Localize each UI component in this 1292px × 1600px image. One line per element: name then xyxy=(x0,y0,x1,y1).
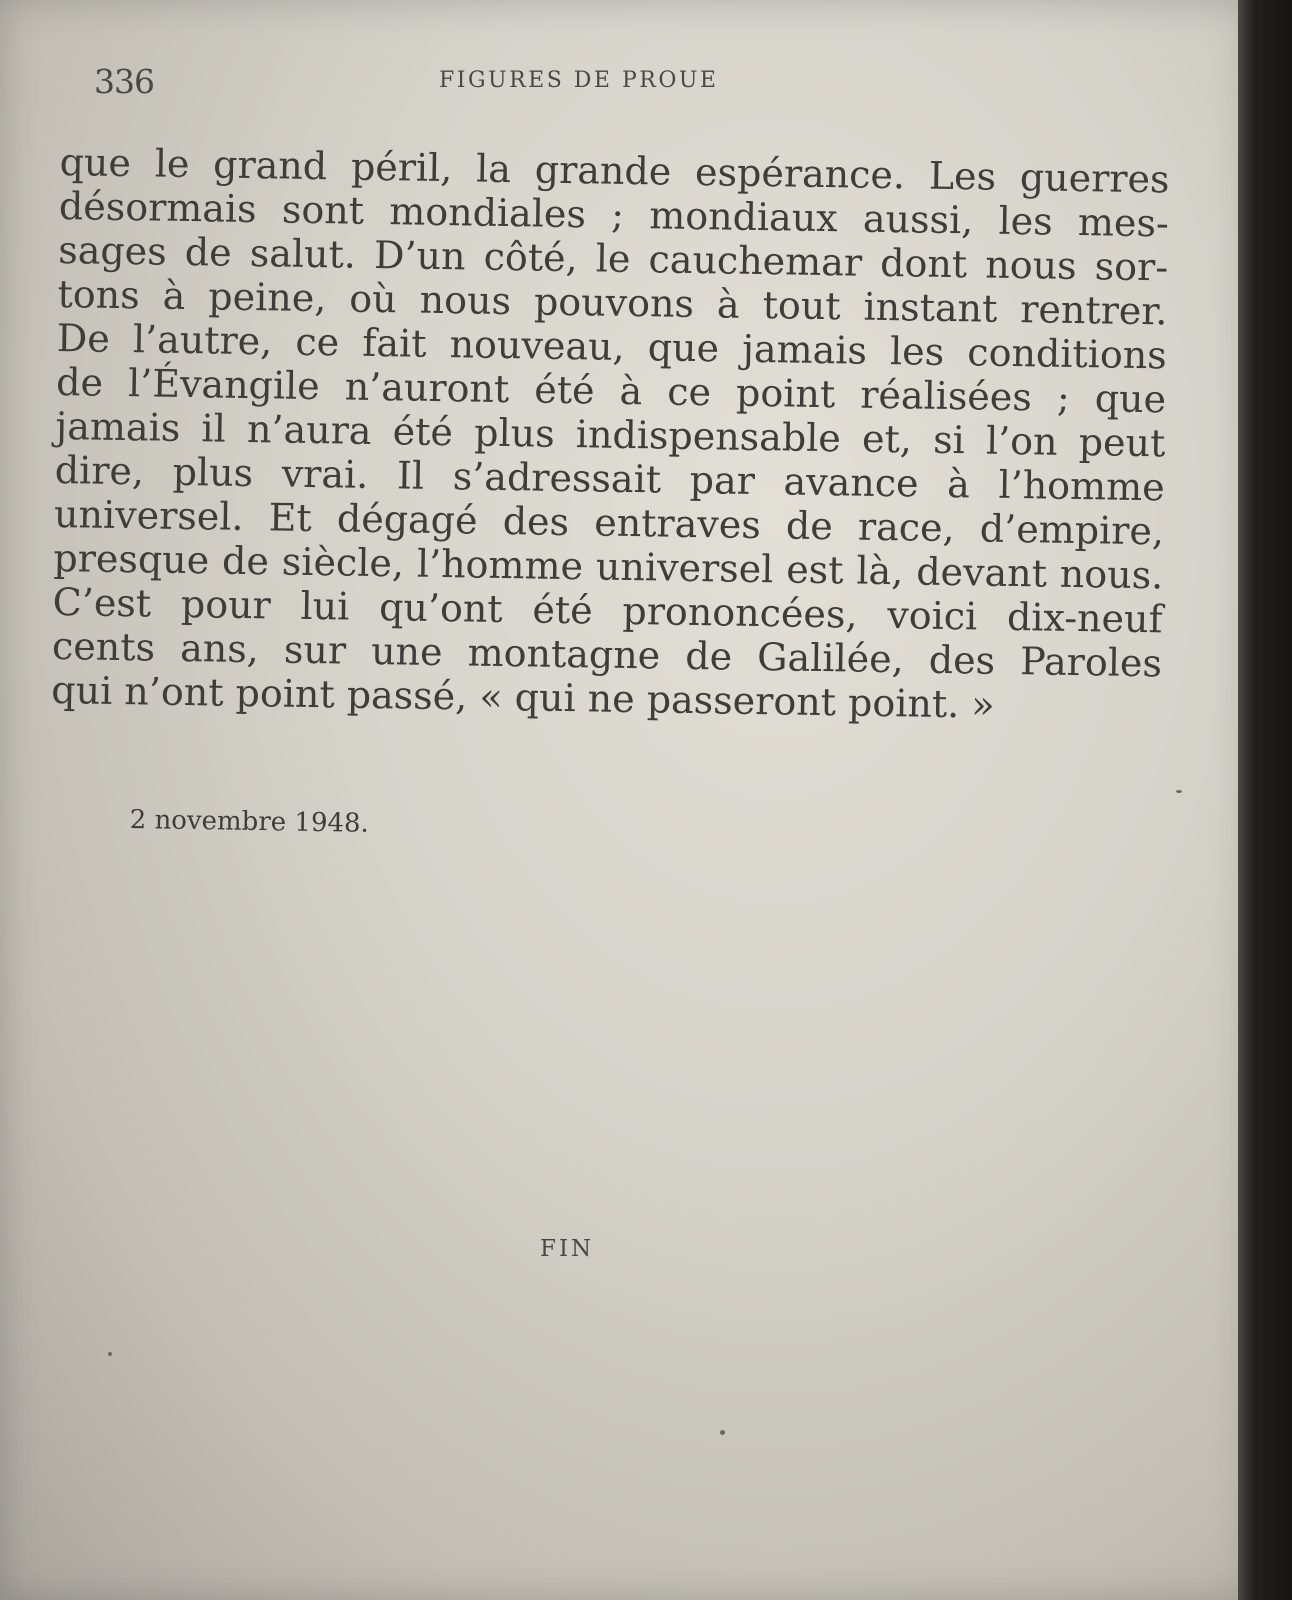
text-line: de l’Évangile n’auront été à ce point réalisées ; que xyxy=(55,359,1167,422)
text-line: tons à peine, où nous pouvons à tout instant rentrer. xyxy=(57,271,1168,334)
text-line: qui n’ont point passé, « qui ne passeront point. » xyxy=(51,667,995,727)
page-header xyxy=(94,62,1174,110)
text-line: presque de siècle, l’homme universel est là, devant nous. xyxy=(53,535,1164,598)
text-line: que le grand péril, la grande espérance. Les guerres xyxy=(59,140,1170,202)
text-line: désormais sont mondiales ; mondiaux aussi, les mes- xyxy=(58,183,1170,246)
body-paragraph xyxy=(51,140,1170,729)
text-line: De l’autre, ce fait nouveau, que jamais les conditions xyxy=(56,315,1168,378)
book-binding-edge xyxy=(1238,0,1292,1600)
text-line: jamais il n’aura été plus indispensable et, si l’on peut xyxy=(55,403,1166,466)
text-line: dire, plus vrai. Il s’adressait par avance à l’homme xyxy=(54,447,1166,510)
end-mark: FIN xyxy=(540,1236,595,1262)
text-line: sages de salut. D’un côté, le cauchemar dont nous sor- xyxy=(57,227,1169,290)
text-line: universel. Et dégagé des entraves de race, d’empire, xyxy=(53,491,1165,554)
paper-speck xyxy=(108,1352,112,1356)
paper-speck xyxy=(1176,790,1182,793)
text-line: cents ans, sur une montagne de Galilée, des Paroles xyxy=(51,623,1163,686)
running-title: FIGURES DE PROUE xyxy=(439,68,719,93)
page-number: 336 xyxy=(94,62,154,101)
date-line: 2 novembre 1948. xyxy=(129,805,370,839)
paper-speck xyxy=(720,1430,725,1435)
text-line: C’est pour lui qu’ont été prononcées, voici dix-neuf xyxy=(52,579,1163,642)
